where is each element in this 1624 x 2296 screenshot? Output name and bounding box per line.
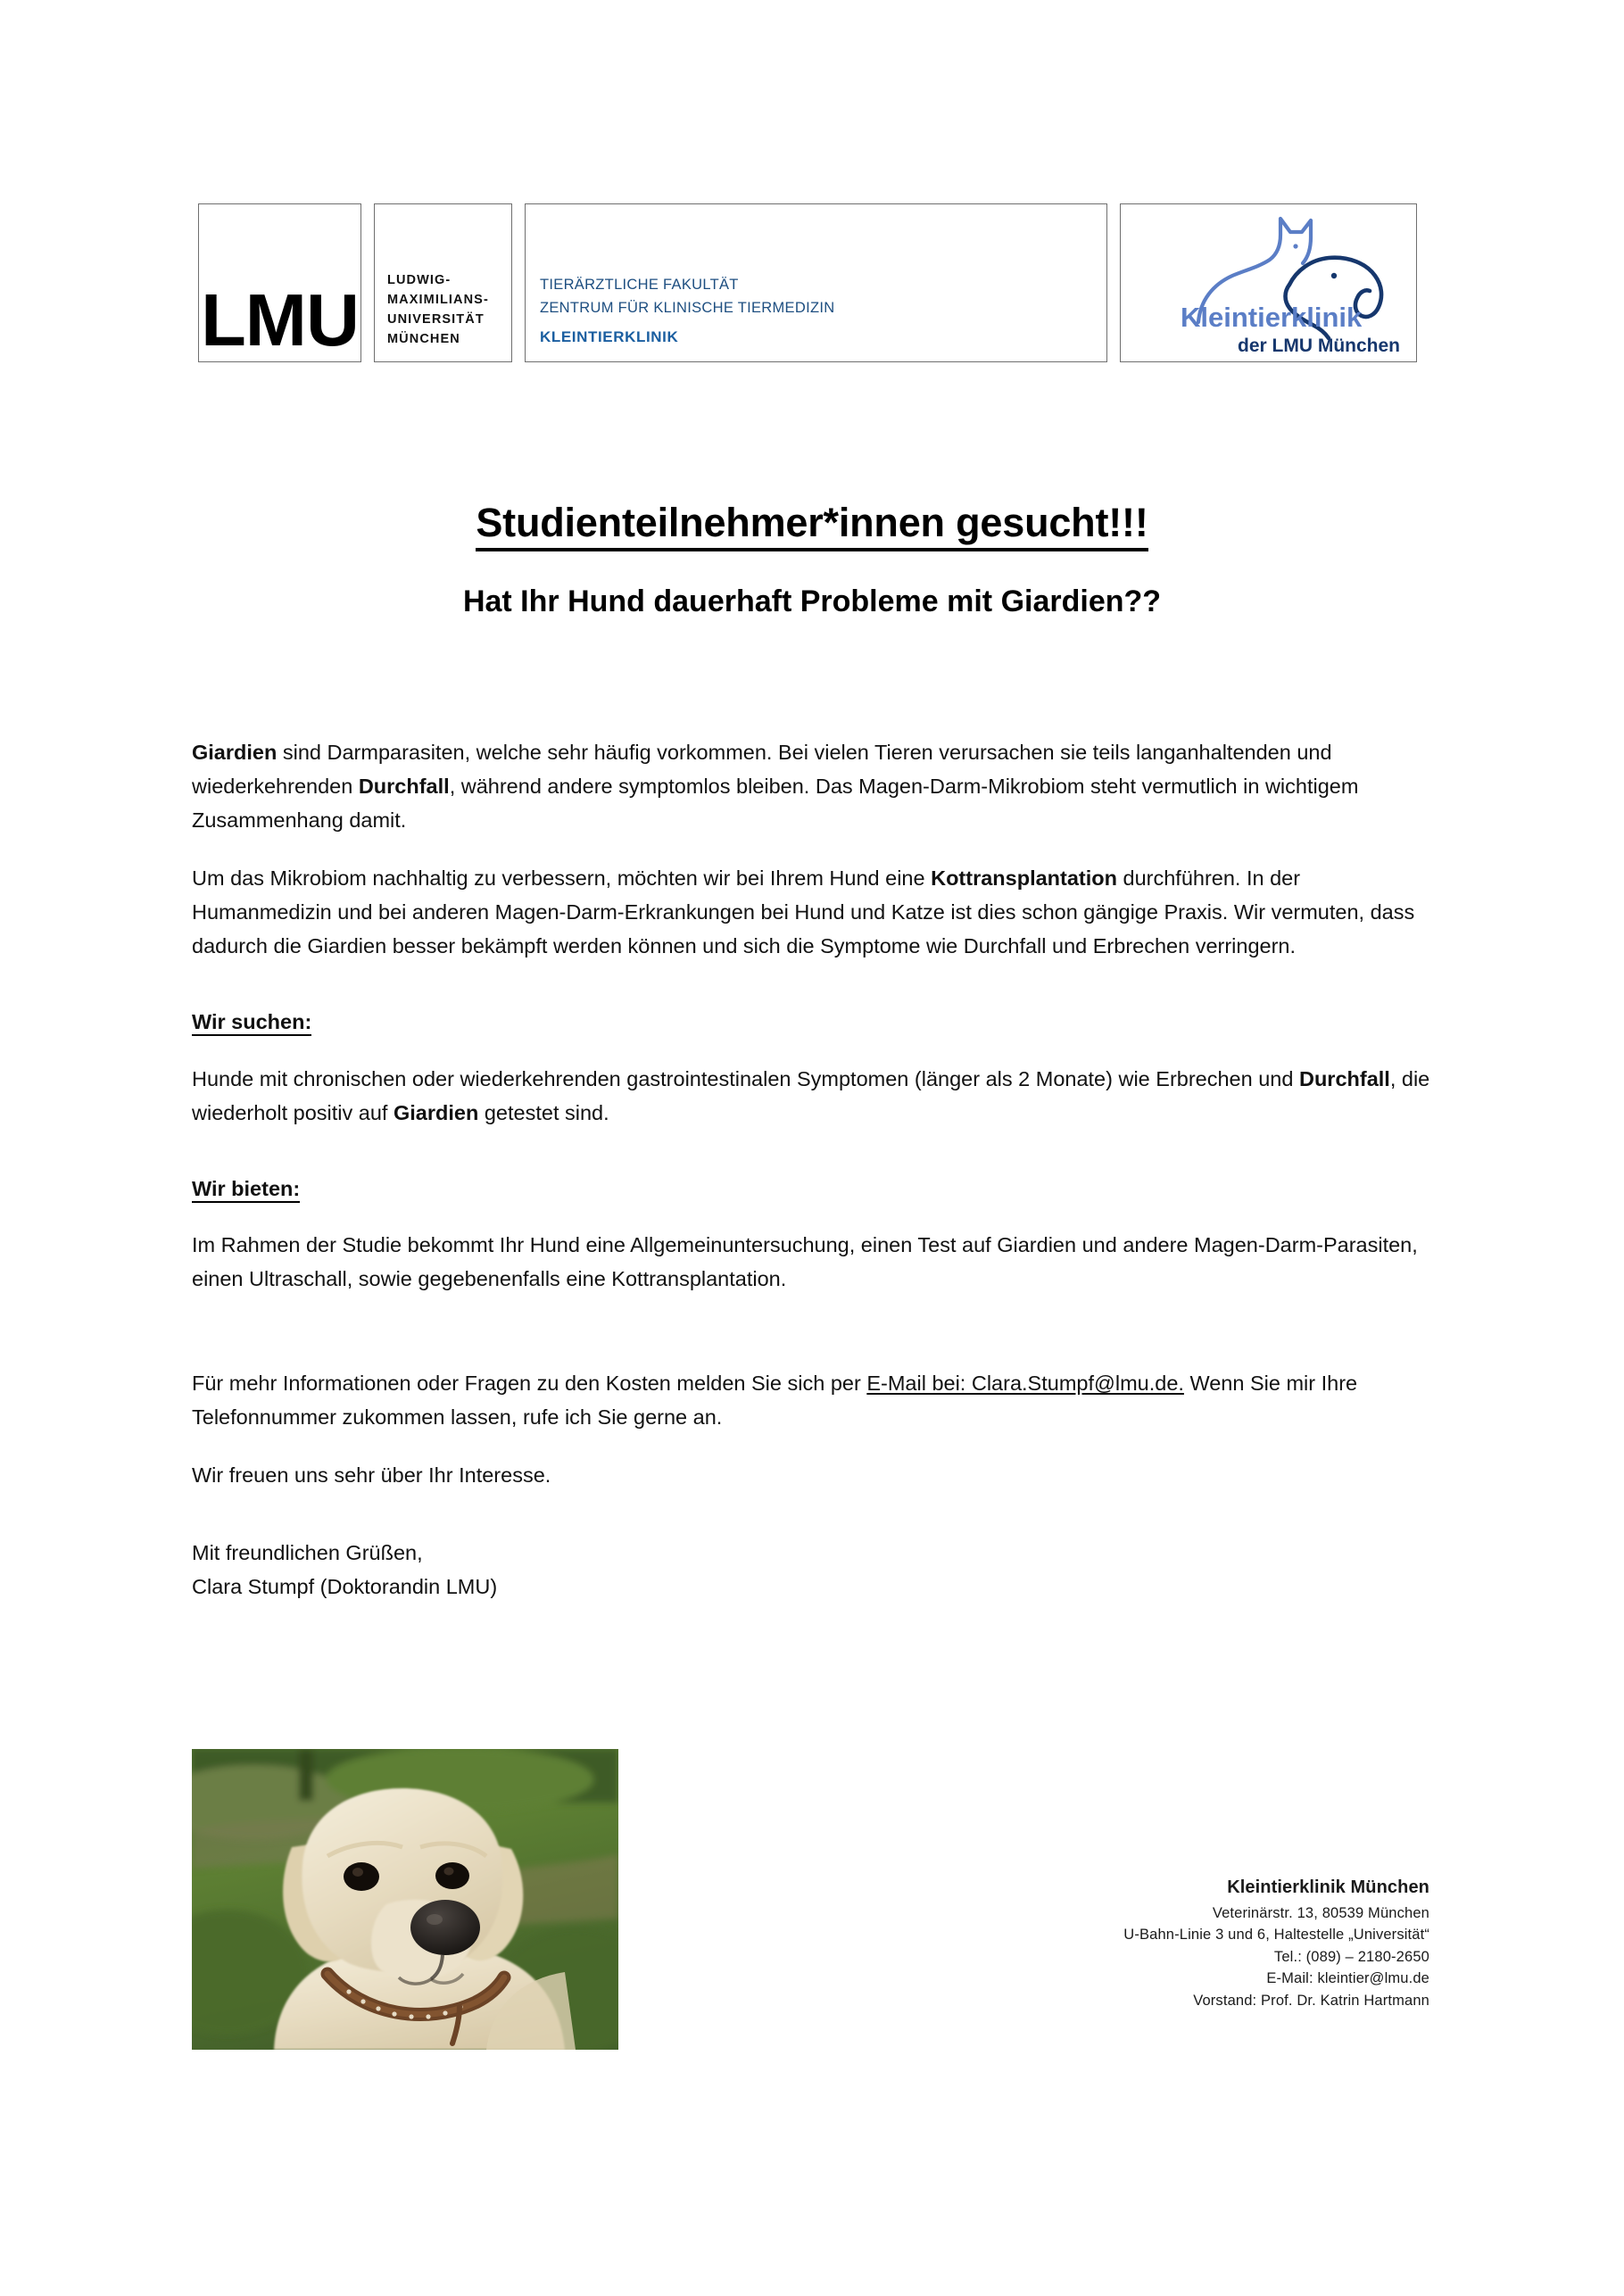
- section-heading-wir-suchen-text: Wir suchen:: [192, 1010, 311, 1036]
- bold-kottransplantation: Kottransplantation: [931, 866, 1117, 891]
- faculty-box: [525, 203, 1107, 362]
- faculty-subtitle: KLEINTIERKLINIK: [540, 328, 679, 345]
- footer-email-line: E-Mail: kleintier@lmu.de: [1266, 1970, 1429, 1987]
- footer-director-line: Vorstand: Prof. Dr. Katrin Hartmann: [1193, 1992, 1429, 2009]
- page-subtitle: Hat Ihr Hund dauerhaft Probleme mit Giardien??: [462, 584, 1162, 618]
- paragraph-wir-suchen: [192, 1062, 1430, 1130]
- uni-name-line-1: LUDWIG-: [387, 272, 452, 287]
- signoff: [192, 1536, 1430, 1604]
- spacer-before-suchen: [192, 987, 1430, 1007]
- uni-name-line-4: MÜNCHEN: [387, 331, 460, 346]
- footer-clinic-name: Kleintierklinik München: [1227, 1877, 1429, 1897]
- bold-durchfall-2: Durchfall: [1298, 1066, 1390, 1090]
- p1-text-2: , während andere symptomlos bleiben. Das Magen-Darm-Mikrobiom steht vermutlich in wichtigem Zusammenhang damit.: [192, 775, 1359, 833]
- p3-text-1: Hunde mit chronischen oder wiederkehrenden gastrointestinalen Symptomen (länger als 2 Monate) wie Erbrechen und: [192, 1066, 1299, 1090]
- page-title: [0, 500, 1624, 546]
- paragraph-intro: [192, 735, 1430, 837]
- spacer-before-bieten: [192, 1154, 1430, 1173]
- lmu-logo-box: [198, 203, 361, 362]
- bold-giardien-2: Giardien: [393, 1100, 479, 1124]
- section-heading-wir-bieten: [192, 1173, 1430, 1205]
- email-link[interactable]: E-Mail bei: Clara.Stumpf@lmu.de.: [866, 1372, 1184, 1396]
- kleintierklinik-logo-box: [1120, 203, 1417, 362]
- header-logo-bar: [198, 203, 1417, 362]
- bold-durchfall: Durchfall: [358, 775, 450, 799]
- p2-text-2: durchführen. In der Humanmedizin und bei anderen Magen-Darm-Erkrankungen bei Hund und Katze ist dies schon gängige Praxis. Wir vermuten, dass dadurch die Giardien besser bekämpft werden können und sich die Symptome wie Durchfall und Erbrechen verringern.: [192, 866, 1415, 958]
- p5-text-2: Wenn Sie mir Ihre Telefonnummer zukommen lassen, rufe ich Sie gerne an.: [192, 1372, 1358, 1430]
- spacer-before-kontakt: [192, 1320, 1430, 1366]
- kleintierklinik-logo-inner: [1121, 204, 1416, 361]
- signoff-line-2: Clara Stumpf (Doktorandin LMU): [192, 1575, 498, 1599]
- section-heading-wir-bieten-text: Wir bieten:: [192, 1177, 300, 1203]
- p2-text-1: Um das Mikrobiom nachhaltig zu verbessern, möchten wir bei Ihrem Hund eine: [192, 866, 932, 891]
- paragraph-kontakt: [192, 1366, 1430, 1434]
- footer-address-line: Veterinärstr. 13, 80539 München: [1212, 1905, 1429, 1921]
- lmu-wordmark: LMU: [201, 278, 359, 362]
- footer-address-block: [1123, 1877, 1429, 2011]
- footer-transit-line: U-Bahn-Linie 3 und 6, Haltestelle „Universität“: [1123, 1927, 1429, 1944]
- bold-giardien: Giardien: [192, 741, 278, 764]
- p3-text-2: , die wiederholt positiv auf: [192, 1066, 1430, 1124]
- cat-and-dog-icon: [1177, 208, 1411, 360]
- spacer-before-signoff: [192, 1516, 1430, 1536]
- page-title-text: Studienteilnehmer*innen gesucht!!!: [476, 500, 1148, 551]
- p5-text-1: Für mehr Informationen oder Fragen zu den Kosten melden Sie sich per: [192, 1372, 867, 1396]
- paragraph-interesse: Wir freuen uns sehr über Ihr Interesse.: [192, 1463, 551, 1488]
- footer-phone-line: Tel.: (089) – 2180-2650: [1273, 1948, 1429, 1965]
- dog-photo: [192, 1749, 618, 2050]
- uni-name-line-2: MAXIMILIANS-: [387, 292, 489, 307]
- p1-text-1: sind Darmparasiten, welche sehr häufig vorkommen. Bei vielen Tieren verursachen sie teils langanhaltenden und wiederkehrenden: [192, 741, 1332, 799]
- faculty-text: [540, 274, 834, 319]
- university-name-box: [374, 203, 512, 362]
- paragraph-mikrobiom: [192, 861, 1430, 963]
- paragraph-wir-bieten: Im Rahmen der Studie bekommt Ihr Hund eine Allgemeinuntersuchung, einen Test auf Giardien und andere Magen-Darm-Parasiten, einen Ultraschall, sowie gegebenenfalls eine Kottransplantation.: [192, 1233, 1418, 1291]
- dog-photo-image: [192, 1749, 618, 2050]
- der-lmu-muenchen-word: der LMU München: [1238, 336, 1400, 356]
- signoff-line-1: Mit freundlichen Grüßen,: [192, 1541, 423, 1565]
- kleintierklinik-word: Kleintierklinik: [1181, 302, 1363, 333]
- university-name-text: [387, 270, 489, 349]
- faculty-line-2: ZENTRUM FÜR KLINISCHE TIERMEDIZIN: [540, 299, 835, 316]
- uni-name-line-3: UNIVERSITÄT: [387, 311, 485, 327]
- p3-text-3: getestet sind.: [478, 1100, 609, 1124]
- body-content: [192, 735, 1430, 1604]
- faculty-line-1: TIERÄRZTLICHE FAKULTÄT: [540, 277, 739, 293]
- section-heading-wir-suchen: [192, 1007, 1430, 1038]
